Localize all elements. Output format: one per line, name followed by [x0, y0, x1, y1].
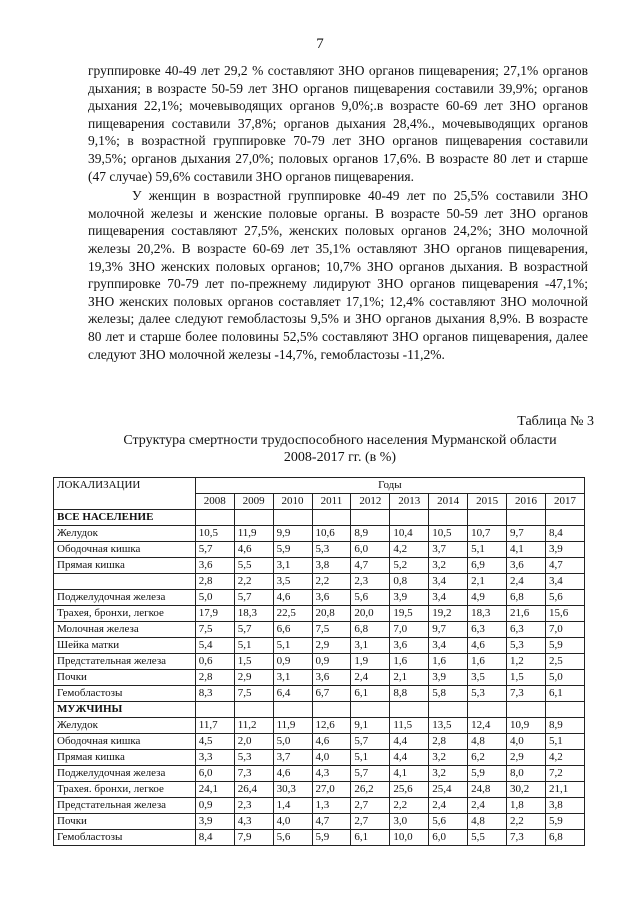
value-cell: 5,8	[429, 686, 468, 702]
empty-cell	[429, 510, 468, 526]
value-cell: 2,3	[234, 798, 273, 814]
value-cell: 11,9	[273, 718, 312, 734]
value-cell: 4,2	[545, 750, 584, 766]
table-title-line-1: Структура смертности трудоспособного населения Мурманской области	[123, 433, 557, 448]
value-cell: 6,9	[468, 558, 507, 574]
value-cell: 4,7	[312, 814, 351, 830]
value-cell: 6,0	[351, 542, 390, 558]
empty-cell	[351, 510, 390, 526]
localization-name	[54, 574, 196, 590]
empty-cell	[390, 702, 429, 718]
localization-name: Ободочная кишка	[54, 734, 196, 750]
value-cell: 3,1	[273, 558, 312, 574]
year-header: 2009	[234, 494, 273, 510]
localization-name: Гемобластозы	[54, 686, 196, 702]
value-cell: 1,2	[507, 654, 546, 670]
value-cell: 3,7	[429, 542, 468, 558]
localization-name: Предстательная железа	[54, 798, 196, 814]
value-cell: 10,7	[468, 526, 507, 542]
value-cell: 5,7	[351, 734, 390, 750]
value-cell: 3,1	[273, 670, 312, 686]
value-cell: 10,6	[312, 526, 351, 542]
value-cell: 2,9	[234, 670, 273, 686]
table-title	[80, 432, 600, 466]
header-years: Годы	[195, 478, 584, 494]
year-header: 2014	[429, 494, 468, 510]
value-cell: 3,9	[429, 670, 468, 686]
value-cell: 5,7	[234, 622, 273, 638]
value-cell: 5,7	[351, 766, 390, 782]
value-cell: 0,9	[273, 654, 312, 670]
year-header: 2012	[351, 494, 390, 510]
table-row	[54, 670, 585, 686]
value-cell: 8,9	[545, 718, 584, 734]
value-cell: 8,8	[390, 686, 429, 702]
value-cell: 26,4	[234, 782, 273, 798]
value-cell: 24,8	[468, 782, 507, 798]
value-cell: 7,5	[234, 686, 273, 702]
value-cell: 0,9	[195, 798, 234, 814]
value-cell: 3,9	[195, 814, 234, 830]
value-cell: 24,1	[195, 782, 234, 798]
value-cell: 2,8	[195, 670, 234, 686]
value-cell: 5,1	[273, 638, 312, 654]
value-cell: 5,7	[234, 590, 273, 606]
empty-cell	[195, 702, 234, 718]
value-cell: 5,9	[545, 638, 584, 654]
value-cell: 4,3	[234, 814, 273, 830]
value-cell: 2,2	[507, 814, 546, 830]
localization-name: Предстательная железа	[54, 654, 196, 670]
value-cell: 4,0	[312, 750, 351, 766]
year-header: 2010	[273, 494, 312, 510]
table-label: Таблица № 3	[517, 414, 594, 429]
value-cell: 9,1	[351, 718, 390, 734]
value-cell: 19,5	[390, 606, 429, 622]
value-cell: 3,8	[312, 558, 351, 574]
localization-name: Шейка матки	[54, 638, 196, 654]
value-cell: 2,2	[312, 574, 351, 590]
value-cell: 5,1	[468, 542, 507, 558]
value-cell: 6,8	[351, 622, 390, 638]
table-row	[54, 622, 585, 638]
localization-name: Почки	[54, 814, 196, 830]
value-cell: 1,3	[312, 798, 351, 814]
value-cell: 3,0	[390, 814, 429, 830]
value-cell: 4,4	[390, 750, 429, 766]
table-title-line-2: 2008-2017 гг. (в %)	[283, 450, 397, 465]
mortality-structure-table	[53, 477, 585, 846]
table-row	[54, 734, 585, 750]
value-cell: 11,2	[234, 718, 273, 734]
value-cell: 4,5	[195, 734, 234, 750]
value-cell: 6,4	[273, 686, 312, 702]
localization-name: Желудок	[54, 526, 196, 542]
value-cell: 25,6	[390, 782, 429, 798]
value-cell: 5,9	[273, 542, 312, 558]
value-cell: 1,4	[273, 798, 312, 814]
empty-cell	[312, 510, 351, 526]
value-cell: 4,0	[273, 814, 312, 830]
year-header: 2008	[195, 494, 234, 510]
localization-name: Почки	[54, 670, 196, 686]
paragraph-women: У женщин в возрастной группировке 40-49 лет по 25,5% составили ЗНО молочной железы и женские половые органы. В возрасте 50-59 лет ЗНО органов пищеварения составляют 27,5%, женских половых органов 24,2%; ЗНО молочной железы 20,2%. В возрасте 60-69 лет 35,1% оставляют ЗНО органов пищеварения, 19,3% ЗНО женских половых органов; 10,7% ЗНО органов дыхания. В возрастной группировке 70-79 лет по-прежнему лидируют ЗНО органов пищеварения -47,1%; ЗНО женских половых органов составляет 17,1%; 12,4% составляют ЗНО молочной железы; далее следуют гемобластозы 9,5% и ЗНО органов дыхания 8,9%. В возрасте 80 лет и старше более половины 52,5% составляют ЗНО органов пищеварения, далее следуют ЗНО молочной железы -14,7%, гемобластозы -11,2%.	[88, 188, 588, 362]
value-cell: 30,3	[273, 782, 312, 798]
value-cell: 5,7	[195, 542, 234, 558]
value-cell: 0,6	[195, 654, 234, 670]
paragraph-men: группировке 40-49 лет 29,2 % составляют ЗНО органов пищеварения; 27,1% органов дыхания; в возрасте 50-59 лет ЗНО органов пищеварения составили 39,9%; органов дыхания 22,1%; мочевыводящих органов 9,0%;.в возрасте 60-69 лет ЗНО органов пищеварения составили 37,8%; органов дыхания 28,4%., мочевыводящих органов 9,1%; в возрастной группировке 70-79 лет ЗНО органов пищеварения составили 39,5%; органов дыхания 27,0%; половых органов 17,6%. В возрасте 80 лет и старше (47 случае) 59,6% составили ЗНО органов пищеварения.	[88, 63, 588, 184]
value-cell: 3,9	[545, 542, 584, 558]
localization-name: Поджелудочная железа	[54, 766, 196, 782]
value-cell: 3,2	[429, 766, 468, 782]
table-body	[54, 510, 585, 846]
year-header: 2015	[468, 494, 507, 510]
value-cell: 6,0	[195, 766, 234, 782]
value-cell: 3,6	[507, 558, 546, 574]
value-cell: 3,1	[351, 638, 390, 654]
value-cell: 4,7	[351, 558, 390, 574]
value-cell: 5,3	[234, 750, 273, 766]
table-row	[54, 686, 585, 702]
value-cell: 9,7	[507, 526, 546, 542]
value-cell: 5,5	[234, 558, 273, 574]
localization-name: Поджелудочная железа	[54, 590, 196, 606]
value-cell: 3,2	[429, 558, 468, 574]
value-cell: 9,7	[429, 622, 468, 638]
value-cell: 5,1	[234, 638, 273, 654]
value-cell: 4,8	[468, 814, 507, 830]
table-row	[54, 766, 585, 782]
value-cell: 10,0	[390, 830, 429, 846]
section-row	[54, 702, 585, 718]
value-cell: 5,3	[468, 686, 507, 702]
value-cell: 3,4	[429, 574, 468, 590]
value-cell: 21,6	[507, 606, 546, 622]
value-cell: 7,5	[312, 622, 351, 638]
empty-cell	[468, 510, 507, 526]
table-row	[54, 590, 585, 606]
value-cell: 25,4	[429, 782, 468, 798]
table-row	[54, 654, 585, 670]
localization-name: Прямая кишка	[54, 750, 196, 766]
value-cell: 5,4	[195, 638, 234, 654]
value-cell: 3,4	[545, 574, 584, 590]
value-cell: 1,5	[507, 670, 546, 686]
table-header-row	[54, 478, 585, 494]
value-cell: 7,5	[195, 622, 234, 638]
value-cell: 2,5	[545, 654, 584, 670]
empty-cell	[312, 702, 351, 718]
value-cell: 4,1	[390, 766, 429, 782]
year-header: 2017	[545, 494, 584, 510]
value-cell: 10,4	[390, 526, 429, 542]
value-cell: 20,0	[351, 606, 390, 622]
value-cell: 2,4	[351, 670, 390, 686]
table-row	[54, 574, 585, 590]
value-cell: 7,2	[545, 766, 584, 782]
value-cell: 5,6	[351, 590, 390, 606]
table-row	[54, 830, 585, 846]
value-cell: 3,8	[545, 798, 584, 814]
value-cell: 1,9	[351, 654, 390, 670]
value-cell: 7,3	[507, 686, 546, 702]
value-cell: 11,9	[234, 526, 273, 542]
value-cell: 2,1	[468, 574, 507, 590]
value-cell: 7,0	[545, 622, 584, 638]
value-cell: 2,4	[507, 574, 546, 590]
localization-name: Гемобластозы	[54, 830, 196, 846]
value-cell: 2,9	[507, 750, 546, 766]
value-cell: 26,2	[351, 782, 390, 798]
value-cell: 0,9	[312, 654, 351, 670]
empty-cell	[351, 702, 390, 718]
empty-cell	[390, 510, 429, 526]
value-cell: 2,7	[351, 798, 390, 814]
table-row	[54, 718, 585, 734]
value-cell: 1,8	[507, 798, 546, 814]
value-cell: 5,0	[545, 670, 584, 686]
section-title: ВСЕ НАСЕЛЕНИЕ	[54, 510, 196, 526]
value-cell: 3,6	[312, 670, 351, 686]
value-cell: 2,3	[351, 574, 390, 590]
value-cell: 22,5	[273, 606, 312, 622]
value-cell: 10,9	[507, 718, 546, 734]
value-cell: 21,1	[545, 782, 584, 798]
value-cell: 2,8	[195, 574, 234, 590]
value-cell: 8,9	[351, 526, 390, 542]
value-cell: 6,0	[429, 830, 468, 846]
value-cell: 3,7	[273, 750, 312, 766]
value-cell: 8,4	[545, 526, 584, 542]
header-localization: ЛОКАЛИЗАЦИИ	[54, 478, 196, 510]
empty-cell	[429, 702, 468, 718]
value-cell: 5,6	[273, 830, 312, 846]
value-cell: 15,6	[545, 606, 584, 622]
value-cell: 4,6	[234, 542, 273, 558]
value-cell: 7,3	[507, 830, 546, 846]
value-cell: 2,7	[351, 814, 390, 830]
empty-cell	[273, 510, 312, 526]
value-cell: 3,6	[312, 590, 351, 606]
section-row	[54, 510, 585, 526]
value-cell: 4,0	[507, 734, 546, 750]
localization-name: Молочная железа	[54, 622, 196, 638]
localization-name: Прямая кишка	[54, 558, 196, 574]
value-cell: 11,7	[195, 718, 234, 734]
table-row	[54, 750, 585, 766]
value-cell: 2,1	[390, 670, 429, 686]
value-cell: 17,9	[195, 606, 234, 622]
value-cell: 6,8	[545, 830, 584, 846]
table-row	[54, 606, 585, 622]
value-cell: 10,5	[195, 526, 234, 542]
value-cell: 3,5	[468, 670, 507, 686]
value-cell: 13,5	[429, 718, 468, 734]
empty-cell	[195, 510, 234, 526]
localization-name: Ободочная кишка	[54, 542, 196, 558]
value-cell: 1,6	[468, 654, 507, 670]
page-number: 7	[316, 36, 324, 52]
empty-cell	[273, 702, 312, 718]
value-cell: 10,5	[429, 526, 468, 542]
value-cell: 4,1	[507, 542, 546, 558]
value-cell: 1,6	[390, 654, 429, 670]
table-row	[54, 558, 585, 574]
year-header: 2016	[507, 494, 546, 510]
value-cell: 4,6	[468, 638, 507, 654]
value-cell: 5,3	[507, 638, 546, 654]
value-cell: 7,3	[234, 766, 273, 782]
value-cell: 8,4	[195, 830, 234, 846]
value-cell: 2,9	[312, 638, 351, 654]
value-cell: 8,0	[507, 766, 546, 782]
value-cell: 5,3	[312, 542, 351, 558]
empty-cell	[545, 510, 584, 526]
value-cell: 3,6	[195, 558, 234, 574]
value-cell: 6,6	[273, 622, 312, 638]
value-cell: 5,9	[545, 814, 584, 830]
value-cell: 5,0	[195, 590, 234, 606]
value-cell: 4,9	[468, 590, 507, 606]
value-cell: 5,6	[545, 590, 584, 606]
localization-name: Трахея. бронхи, легкое	[54, 782, 196, 798]
value-cell: 6,8	[507, 590, 546, 606]
value-cell: 11,5	[390, 718, 429, 734]
value-cell: 7,9	[234, 830, 273, 846]
value-cell: 30,2	[507, 782, 546, 798]
table-row	[54, 814, 585, 830]
value-cell: 2,2	[234, 574, 273, 590]
value-cell: 3,4	[429, 638, 468, 654]
value-cell: 3,9	[390, 590, 429, 606]
value-cell: 20,8	[312, 606, 351, 622]
value-cell: 4,2	[390, 542, 429, 558]
value-cell: 9,9	[273, 526, 312, 542]
year-header: 2011	[312, 494, 351, 510]
value-cell: 4,7	[545, 558, 584, 574]
body-text	[88, 62, 588, 363]
value-cell: 4,8	[468, 734, 507, 750]
value-cell: 4,3	[312, 766, 351, 782]
value-cell: 2,8	[429, 734, 468, 750]
value-cell: 1,5	[234, 654, 273, 670]
empty-cell	[507, 702, 546, 718]
empty-cell	[234, 702, 273, 718]
value-cell: 6,3	[468, 622, 507, 638]
value-cell: 5,6	[429, 814, 468, 830]
table-row	[54, 798, 585, 814]
value-cell: 2,2	[390, 798, 429, 814]
value-cell: 5,0	[273, 734, 312, 750]
value-cell: 5,5	[468, 830, 507, 846]
value-cell: 2,0	[234, 734, 273, 750]
table-row	[54, 782, 585, 798]
value-cell: 3,2	[429, 750, 468, 766]
value-cell: 6,1	[351, 830, 390, 846]
value-cell: 2,4	[468, 798, 507, 814]
value-cell: 1,6	[429, 654, 468, 670]
value-cell: 12,4	[468, 718, 507, 734]
value-cell: 5,9	[468, 766, 507, 782]
value-cell: 19,2	[429, 606, 468, 622]
value-cell: 5,2	[390, 558, 429, 574]
value-cell: 3,4	[429, 590, 468, 606]
value-cell: 12,6	[312, 718, 351, 734]
value-cell: 18,3	[468, 606, 507, 622]
value-cell: 3,5	[273, 574, 312, 590]
value-cell: 18,3	[234, 606, 273, 622]
value-cell: 5,1	[351, 750, 390, 766]
value-cell: 4,6	[273, 590, 312, 606]
value-cell: 0,8	[390, 574, 429, 590]
value-cell: 27,0	[312, 782, 351, 798]
value-cell: 5,9	[312, 830, 351, 846]
value-cell: 3,6	[390, 638, 429, 654]
value-cell: 4,4	[390, 734, 429, 750]
table-row	[54, 526, 585, 542]
localization-name: Желудок	[54, 718, 196, 734]
localization-name: Трахея, бронхи, легкое	[54, 606, 196, 622]
value-cell: 6,1	[351, 686, 390, 702]
year-header: 2013	[390, 494, 429, 510]
value-cell: 6,1	[545, 686, 584, 702]
value-cell: 7,0	[390, 622, 429, 638]
table-row	[54, 542, 585, 558]
value-cell: 2,4	[429, 798, 468, 814]
value-cell: 6,3	[507, 622, 546, 638]
empty-cell	[545, 702, 584, 718]
value-cell: 4,6	[273, 766, 312, 782]
empty-cell	[468, 702, 507, 718]
section-title: МУЖЧИНЫ	[54, 702, 196, 718]
value-cell: 6,7	[312, 686, 351, 702]
value-cell: 4,6	[312, 734, 351, 750]
table-row	[54, 638, 585, 654]
empty-cell	[507, 510, 546, 526]
value-cell: 6,2	[468, 750, 507, 766]
value-cell: 3,3	[195, 750, 234, 766]
empty-cell	[234, 510, 273, 526]
value-cell: 5,1	[545, 734, 584, 750]
value-cell: 8,3	[195, 686, 234, 702]
